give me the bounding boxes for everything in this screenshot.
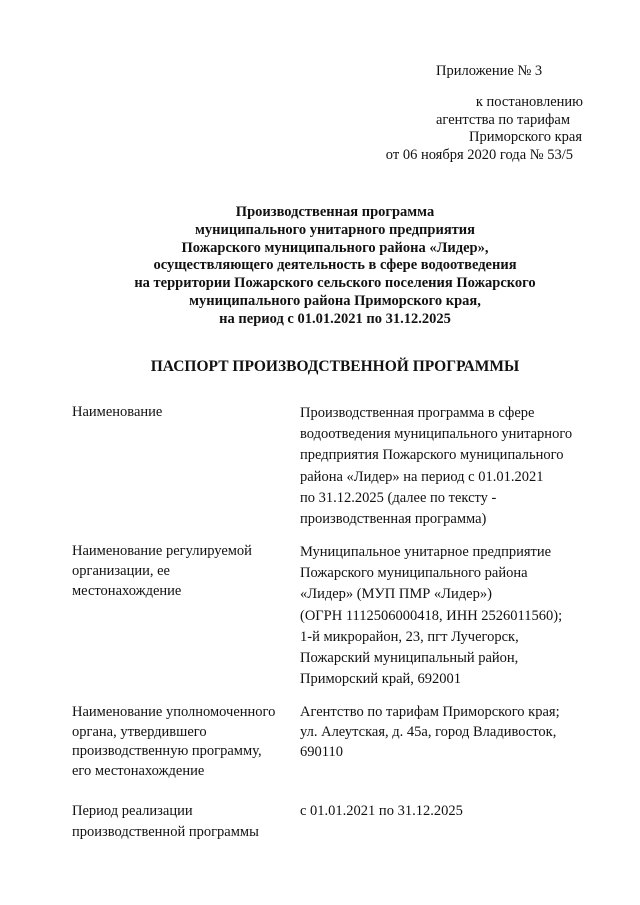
title-line: на период с 01.01.2021 по 31.12.2025 <box>219 310 451 327</box>
decree-reference <box>323 94 583 164</box>
value-line: Приморский край, 692001 <box>300 671 462 688</box>
title-line: Производственная программа <box>235 204 435 220</box>
row-label <box>72 801 287 843</box>
label-line: органа, утвердившего <box>72 723 207 740</box>
value-line: (ОГРН 1112506000418, ИНН 2526011560); <box>300 607 563 624</box>
decree-line: от 06 ноября 2020 года № 53/5 <box>385 146 573 163</box>
value-line: с 01.01.2021 по 31.12.2025 <box>300 803 463 819</box>
label-line: организации, ее <box>72 562 170 579</box>
appendix-label: Приложение № 3 <box>436 63 543 79</box>
title-line: муниципального района Приморского края, <box>189 292 481 309</box>
label-line: Наименование регулируемой <box>72 543 252 559</box>
title-line: осуществляющего деятельность в сфере водоотведения <box>153 257 517 274</box>
value-line: Пожарский муниципальный район, <box>300 650 519 667</box>
title-line: муниципального унитарного предприятия <box>195 221 475 238</box>
label-line: Наименование <box>72 404 163 420</box>
row-label <box>72 703 287 781</box>
value-line: 1-й микрорайон, 23, пгт Лучегорск, <box>300 628 519 645</box>
title-line: Пожарского муниципального района «Лидер», <box>181 239 489 256</box>
label-line: местонахождение <box>72 582 182 599</box>
decree-line: агентства по тарифам <box>436 111 570 128</box>
label-line: Период реализации <box>72 803 193 819</box>
label-line: производственную программу, <box>72 743 262 759</box>
row-value <box>300 403 600 530</box>
row-label <box>72 542 287 601</box>
title-line: на территории Пожарского сельского поселения Пожарского <box>134 275 536 292</box>
label-line: Наименование уполномоченного <box>72 704 276 720</box>
row-value <box>300 542 600 690</box>
value-line: района «Лидер» на период с 01.01.2021 <box>300 468 544 485</box>
value-line: Пожарского муниципального района <box>300 565 528 582</box>
value-line: производственная программа) <box>300 511 487 528</box>
value-line: водоотведения муниципального унитарного <box>300 426 573 443</box>
row-label <box>72 403 287 422</box>
value-line: Агентство по тарифам Приморского края; <box>300 704 560 720</box>
value-line: ул. Алеутская, д. 45а, город Владивосток, <box>300 723 557 740</box>
value-line: «Лидер» (МУП ПМР «Лидер») <box>300 586 492 603</box>
decree-line: к постановлению <box>475 94 583 110</box>
value-line: Муниципальное унитарное предприятие <box>300 544 552 560</box>
value-line: Производственная программа в сфере <box>300 405 535 421</box>
passport-heading: ПАСПОРТ ПРОИЗВОДСТВЕННОЙ ПРОГРАММЫ <box>150 358 520 375</box>
value-line: по 31.12.2025 (далее по тексту - <box>300 489 497 506</box>
row-value <box>300 703 600 762</box>
decree-line: Приморского края <box>468 129 582 145</box>
label-line: его местонахождение <box>72 762 205 779</box>
value-line: 690110 <box>300 743 343 760</box>
value-line: предприятия Пожарского муниципального <box>300 447 564 464</box>
document-title <box>100 204 570 329</box>
row-value <box>300 801 600 822</box>
label-line: производственной программы <box>72 824 259 840</box>
